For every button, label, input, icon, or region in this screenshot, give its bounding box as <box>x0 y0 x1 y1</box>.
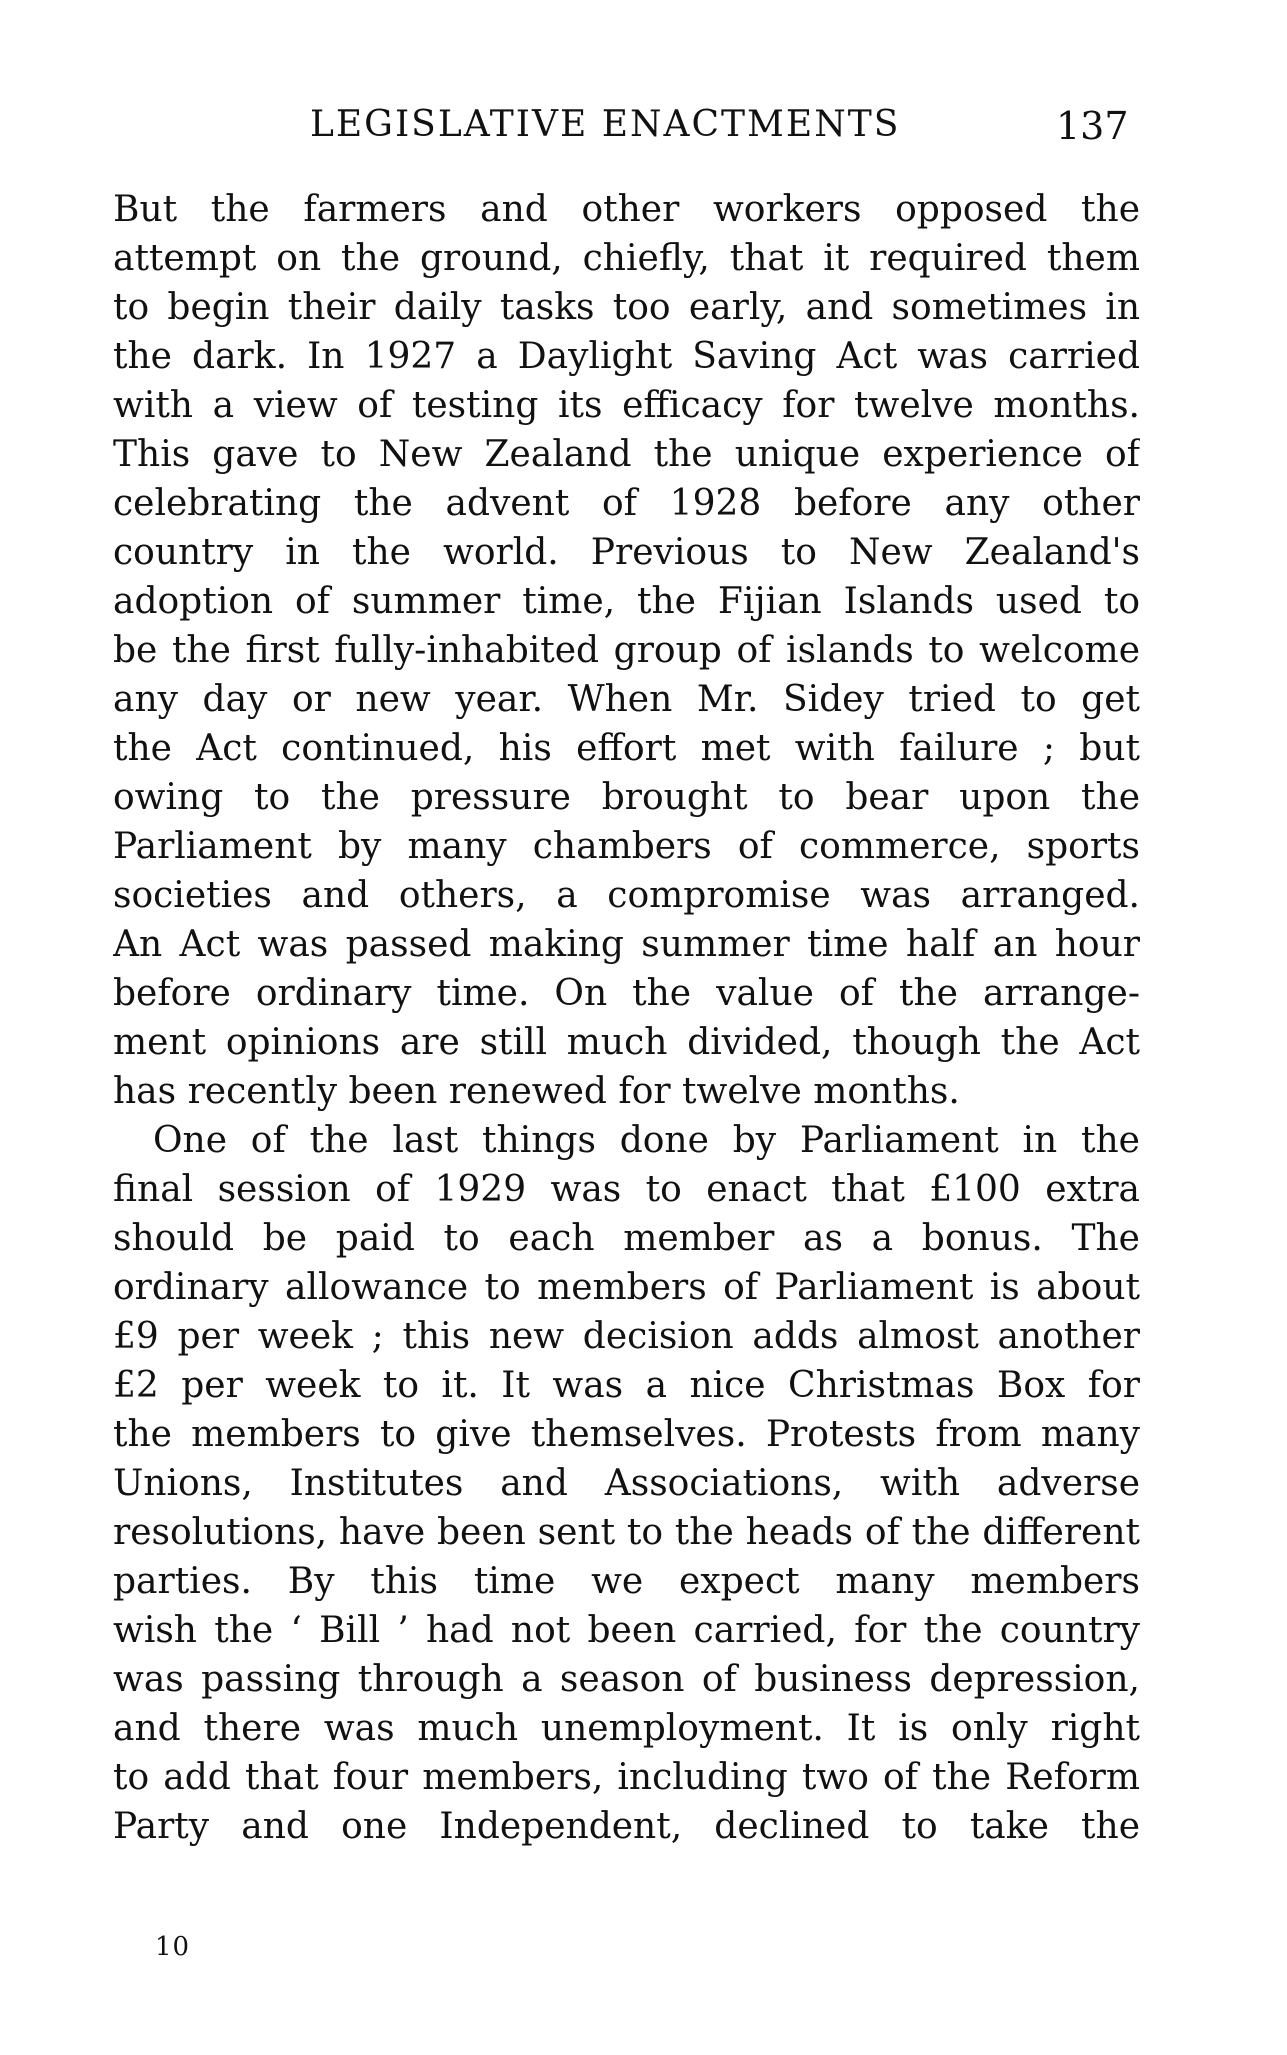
text-line: the dark. In 1927 a Daylight Saving Act was carried <box>113 336 1140 377</box>
text-line: before ordinary time. On the value of the arrange- <box>113 973 1140 1014</box>
text-line: country in the world. Previous to New Zealand's <box>113 532 1140 573</box>
text-line: Parliament by many chambers of commerce, sports <box>113 826 1140 867</box>
text-line: wish the ‘ Bill ’ had not been carried, for the country <box>113 1610 1140 1651</box>
text-line: attempt on the ground, chiefly, that it required them <box>113 238 1140 279</box>
text-line: Unions, Institutes and Associations, with adverse <box>113 1463 1140 1504</box>
text-line: One of the last things done by Parliament in the <box>153 1120 1140 1161</box>
text-line: An Act was passed making summer time half an hour <box>113 924 1140 965</box>
running-head <box>0 104 1287 154</box>
text-line: resolutions, have been sent to the heads of the different <box>113 1512 1140 1553</box>
text-line: £2 per week to it. It was a nice Christmas Box for <box>113 1365 1140 1406</box>
text-line: to add that four members, including two of the Reform <box>113 1757 1140 1798</box>
text-line: adoption of summer time, the Fijian Islands used to <box>113 581 1140 622</box>
text-line: final session of 1929 was to enact that £100 extra <box>113 1169 1140 1210</box>
text-line: any day or new year. When Mr. Sidey tried to get <box>113 679 1140 720</box>
paragraph <box>113 1116 1140 1851</box>
text-line: with a view of testing its efficacy for twelve months. <box>113 385 1140 426</box>
text-line: the Act continued, his effort met with failure ; but <box>113 728 1140 769</box>
text-line: parties. By this time we expect many members <box>113 1561 1140 1602</box>
text-line: This gave to New Zealand the unique experience of <box>113 434 1140 475</box>
text-line: societies and others, a compromise was arranged. <box>113 875 1140 916</box>
text-line: the members to give themselves. Protests from many <box>113 1414 1140 1455</box>
text-line: to begin their daily tasks too early, and sometimes in <box>113 287 1140 328</box>
text-line: ordinary allowance to members of Parliament is about <box>113 1267 1140 1308</box>
text-line: owing to the pressure brought to bear upon the <box>113 777 1140 818</box>
paragraph <box>113 185 1140 1116</box>
text-line: Party and one Independent, declined to take the <box>113 1806 1140 1847</box>
text-line: But the farmers and other workers opposed the <box>113 189 1140 230</box>
text-line: ment opinions are still much divided, though the Act <box>113 1022 1140 1063</box>
text-line: has recently been renewed for twelve months. <box>113 1071 960 1112</box>
text-line: and there was much unemployment. It is only right <box>113 1708 1140 1749</box>
body-text <box>113 185 1140 1851</box>
text-line: be the first fully-inhabited group of islands to welcome <box>113 630 1140 671</box>
text-line: celebrating the advent of 1928 before any other <box>113 483 1140 524</box>
running-title: LEGISLATIVE ENACTMENTS <box>310 104 901 145</box>
signature-mark: 10 <box>155 1932 191 1962</box>
text-line: £9 per week ; this new decision adds almost another <box>113 1316 1140 1357</box>
text-line: was passing through a season of business depression, <box>113 1659 1140 1700</box>
page-number: 137 <box>1056 104 1129 148</box>
text-line: should be paid to each member as a bonus. The <box>113 1218 1140 1259</box>
